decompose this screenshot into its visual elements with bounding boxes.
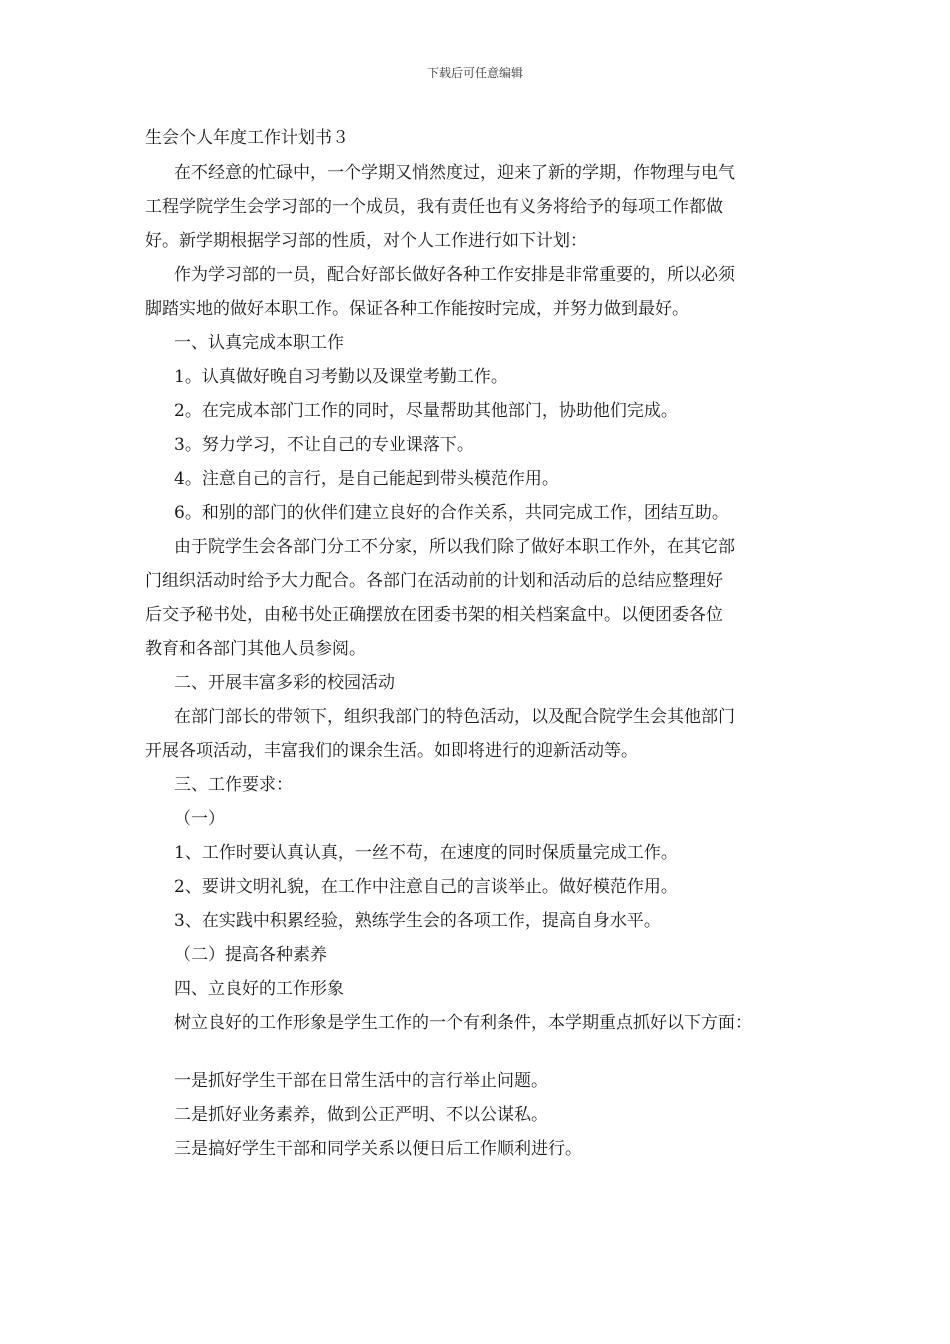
paragraph-line: 好。新学期根据学习部的性质，对个人工作进行如下计划： [145, 231, 587, 251]
paragraph-line: 在不经意的忙碌中，一个学期又悄然度过，迎来了新的学期，作物理与电气 [174, 163, 735, 183]
section-heading: 二、开展丰富多彩的校园活动 [174, 673, 395, 693]
paragraph-line: 门组织活动时给予大力配合。各部门在活动前的计划和活动后的总结应整理好 [145, 571, 723, 591]
list-item: 3。努力学习，不让自己的专业课落下。 [174, 435, 474, 455]
list-item: 一是抓好学生干部在日常生活中的言行举止问题。 [174, 1071, 548, 1091]
section-heading: 四、立良好的工作形象 [174, 979, 344, 999]
list-item: 2。在完成本部门工作的同时，尽量帮助其他部门，协助他们完成。 [174, 401, 678, 421]
paragraph-line: 工程学院学生会学习部的一个成员，我有责任也有义务将给予的每项工作都做 [145, 197, 723, 217]
section-heading: 三、工作要求： [174, 775, 293, 795]
list-item: 1、工作时要认真认真，一丝不苟，在速度的同时保质量完成工作。 [174, 843, 678, 863]
list-item: 二是抓好业务素养，做到公正严明、不以公谋私。 [174, 1105, 548, 1125]
list-item: 6。和别的部门的伙伴们建立良好的合作关系，共同完成工作，团结互助。 [174, 503, 729, 523]
page-header: 下载后可任意编辑 [426, 66, 523, 80]
paragraph-line: 开展各项活动，丰富我们的课余生活。如即将进行的迎新活动等。 [145, 741, 638, 761]
subsection-heading: （一） [174, 809, 225, 829]
paragraph-line: 树立良好的工作形象是学生工作的一个有利条件，本学期重点抓好以下方面： [174, 1013, 752, 1033]
list-item: 4。注意自己的言行，是自己能起到带头模范作用。 [174, 469, 559, 489]
document-body [145, 126, 825, 1166]
paragraph-line: 教育和各部门其他人员参阅。 [145, 639, 366, 659]
document-title: 生会个人年度工作计划书３ [145, 128, 349, 148]
paragraph-line: 作为学习部的一员，配合好部长做好各种工作安排是非常重要的，所以必须 [174, 265, 735, 285]
list-item: 3、在实践中积累经验，熟练学生会的各项工作，提高自身水平。 [174, 911, 661, 931]
paragraph-line: 由于院学生会各部门分工不分家，所以我们除了做好本职工作外，在其它部 [174, 537, 735, 557]
list-item: 三是搞好学生干部和同学关系以便日后工作顺利进行。 [174, 1139, 582, 1159]
paragraph-line: 后交予秘书处，由秘书处正确摆放在团委书架的相关档案盒中。以便团委各位 [145, 605, 723, 625]
paragraph-line: 脚踏实地的做好本职工作。保证各种工作能按时完成，并努力做到最好。 [145, 299, 689, 319]
subsection-heading: （二）提高各种素养 [174, 945, 327, 965]
list-item: 1。认真做好晚自习考勤以及课堂考勤工作。 [174, 367, 508, 387]
section-heading: 一、认真完成本职工作 [174, 333, 344, 353]
paragraph-line: 在部门部长的带领下，组织我部门的特色活动，以及配合院学生会其他部门 [174, 707, 735, 727]
list-item: 2、要讲文明礼貌，在工作中注意自己的言谈举止。做好模范作用。 [174, 877, 678, 897]
